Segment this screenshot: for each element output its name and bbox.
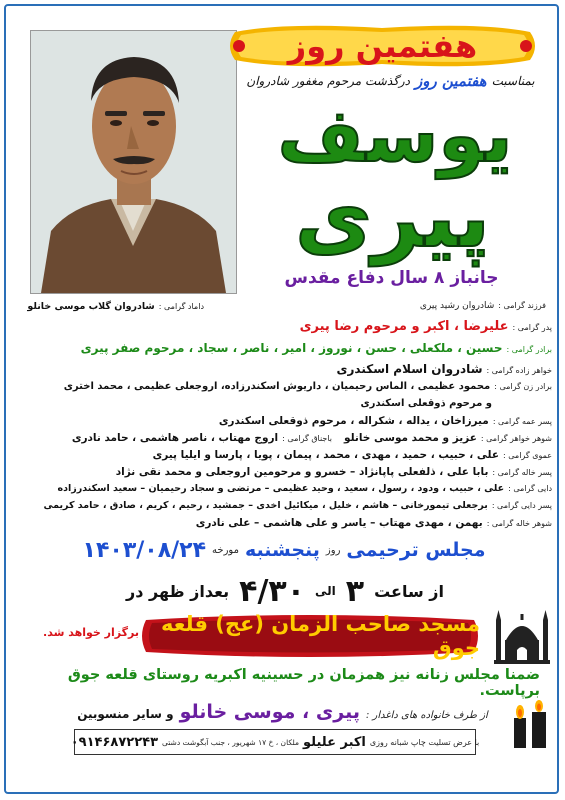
relative-label: فرزند گرامی : — [498, 301, 546, 310]
footer-printer: اکبر علیلو — [303, 734, 366, 750]
families-rest: و سایر منسوبین — [77, 707, 174, 721]
ceremony-date-prefix: مورخه — [212, 544, 239, 556]
relative-names: علی ، حبیب ، ودود ، رسول ، سعید ، وحید عظیمی – مرتضی و سجاد رحیمیان – سعید اسکندرزاده — [57, 483, 505, 494]
women-ceremony-note: ضمنا مجلس زنانه نیز همزمان در حسینیه اکبریه روستای قلعه جوق برپاست. — [67, 667, 540, 699]
banner-title: هفتمین روز — [287, 27, 478, 65]
held-text: برگزار خواهد شد. — [43, 626, 139, 639]
deceased-last-name: پیری — [294, 168, 491, 266]
relative-line-son — [210, 301, 546, 311]
ceremony-day: پنجشنبه — [244, 539, 320, 561]
relative-line-nephew — [14, 362, 552, 376]
ceremony-title: مجلس ترحیمی — [346, 539, 486, 561]
header-banner — [225, 24, 540, 68]
footer-address: ملکان ، خ ۱۷ شهریور ، جنب آبگوشت دشتی — [162, 737, 299, 747]
relative-label: پسر عمه گرامی : — [492, 417, 552, 426]
footer-prefix: با عرض تسلیت چاپ شبانه روزی — [369, 737, 480, 747]
relative-line-maternal-uncles — [14, 483, 552, 494]
ceremony-line — [40, 536, 528, 564]
time-suffix: بعداز ظهر در — [126, 581, 230, 601]
ceremony-day-prefix: روز — [325, 544, 341, 556]
portrait-photo — [30, 30, 237, 294]
time-end: ۴/۳۰ — [239, 573, 306, 609]
relative-names: عزیز و محمد موسی خانلو — [344, 432, 477, 444]
relative-names: بهمن ، مهدی مهتاب – یاسر و علی هاشمی – علی نادری — [195, 517, 483, 529]
time-from: از ساعت — [374, 581, 444, 601]
time-start: ۳ — [345, 573, 365, 609]
relative-names: شادروان اسلام اسکندری — [336, 362, 483, 376]
relative-line-maternal-cousins — [14, 500, 552, 511]
mosque-banner — [140, 614, 480, 658]
time-to: الی — [315, 584, 336, 598]
candles-icon — [510, 700, 550, 750]
relative-label: شوهر خواهر گرامی : — [480, 434, 552, 443]
relative-names: اروج مهتاب ، ناصر هاشمی ، حامد نادری — [71, 432, 279, 444]
relative-line-aunts-husbands — [14, 517, 552, 529]
relative-label: خواهر زاده گرامی : — [486, 366, 552, 375]
relative-label: برادر زن گرامی : — [494, 382, 552, 391]
mosque-icon — [494, 604, 550, 664]
son-in-law-label: داماد گرامی : — [158, 302, 204, 311]
relative-names: حسین ، ملکعلی ، حسن ، نوروز ، امیر ، ناصر ، سجاد ، مرحوم صفر پیری — [80, 341, 503, 355]
relative-names: شادروان رشید پیری — [419, 301, 495, 311]
relative-label: شوهر خاله گرامی : — [486, 519, 552, 528]
ceremony-date: ۱۴۰۳/۰۸/۲۴ — [82, 537, 207, 563]
relative-line-cousins-aunt — [14, 415, 552, 427]
relative-line-sisters-husbands — [14, 432, 552, 444]
relative-label: باجناق گرامی : — [282, 434, 333, 443]
deceased-first-name: یوسف — [277, 93, 513, 179]
relative-names: علیرضا ، اکبر و مرحوم رضا پیری — [299, 319, 509, 334]
occasion-line — [238, 70, 543, 92]
occasion-big: هفتمین روز — [415, 72, 487, 90]
families-names: پیری ، موسی خانلو — [179, 701, 360, 723]
printer-footer — [70, 729, 480, 755]
relative-names: بابا علی ، ذلفعلی پاپانژاد – خسرو و مرحومین اروجعلی و محمد نقی نژاد — [115, 466, 489, 478]
footer-phone: ۰۹۱۴۶۸۷۲۲۴۳ — [70, 734, 159, 750]
mosque-name: مسجد صاحب الزمان (عج) قلعه جوق — [161, 612, 480, 660]
relative-line-brothers-in-law — [14, 381, 552, 392]
families-label: از طرف خانواده های داغدار : — [365, 710, 488, 721]
relative-names: محمود عظیمی ، الماس رحیمیان ، داریوش اسکندرزاده، اروجعلی عظیمی ، محمد اختری — [63, 381, 491, 392]
relative-label: برادر گرامی : — [506, 345, 552, 354]
relative-line-cousins-maternal — [14, 466, 552, 478]
relative-label: پسر دایی گرامی : — [491, 501, 552, 510]
relative-names: علی ، حبیب ، حمید ، مهدی ، محمد ، پیمان ، پویا ، پارسا و ایلیا پیری — [152, 449, 500, 461]
son-in-law-line — [14, 301, 204, 312]
relative-label: دایی گرامی : — [508, 484, 552, 493]
ceremony-time — [70, 574, 500, 608]
relative-label: پدر گرامی : — [512, 323, 552, 332]
relative-line-brothers-in-law-cont — [14, 398, 552, 409]
families-line — [60, 701, 505, 727]
occasion-pre: بمناسبت — [491, 74, 535, 88]
relative-line-father — [14, 319, 552, 334]
relative-line-uncles — [14, 449, 552, 461]
relative-label: عموی گرامی : — [503, 451, 552, 460]
relative-names: میرزاخان ، یداله ، شکراله ، مرحوم ذوقعلی اسکندری — [218, 415, 489, 427]
relative-label: پسر خاله گرامی : — [492, 468, 552, 477]
veteran-title: جانباز ۸ سال دفاع مقدس — [284, 268, 499, 288]
son-in-law-names: شادروان گلاب موسی خانلو — [27, 301, 155, 312]
relative-names: و مرحوم ذوقعلی اسکندری — [360, 398, 492, 409]
relative-names: برجعلی تیمورخانی – هاشم ، خلیل ، میکائیل اخدی – جمشید ، رحیم ، کریم ، صادق ، حامد کریمی — [43, 500, 488, 511]
relative-line-brothers — [14, 341, 552, 355]
occasion-post: درگذشت مرحوم مغفور شادروان — [246, 74, 410, 88]
